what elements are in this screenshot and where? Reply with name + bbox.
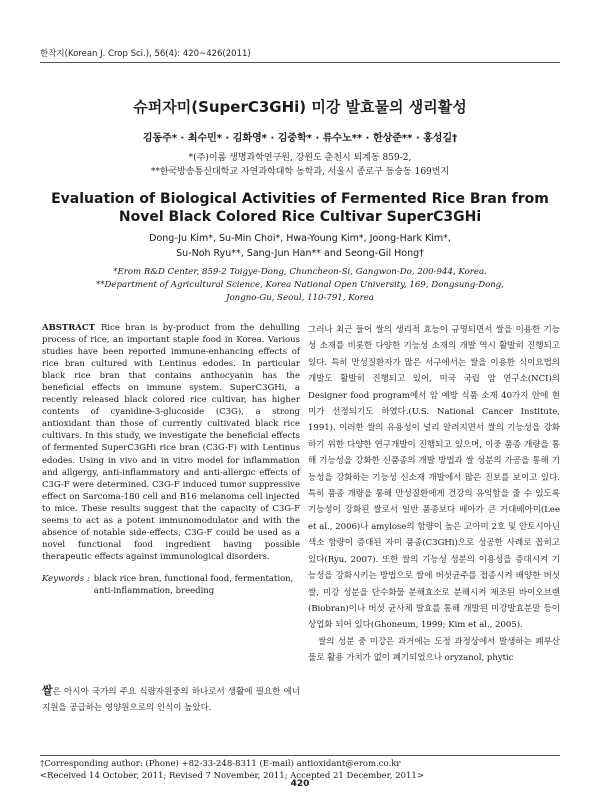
authors-korean: 김동주* · 최수민* · 김화영* · 김중학* · 류수노** · 한상준** · 홍성길† [142,133,458,144]
intro-paragraph-1: 그러나 최근 들어 쌀의 생리적 효능이 규명되면서 쌀을 이용한 기능성 소재를 비롯한 다양한 기능성 소재의 개발 역시 활발히 진행되고 있다. 특히 만성질환자가 많은 서구에서는 쌀을 이용한 식이요법의 개발도 활발히 진행되고 있어, 미국 국립 암 연구소(NCI)의 Designer food program에서 암 예방 식품 소재 40가지 안에 현미가 선정되기도 하였다.(U.S. National Cancer Institute, 1991). 이러한 쌀의 유용성이 널리 알려지면서 쌀의 기능성을 강화하기 위한 다양한 연구개발이 진행되고 있으며, 이중 품종 개량을 통해 기능성을 강화한 신품종의 개발 방법과 쌀 성분의 가공을 통해 기능성을 강화하는 기능성 신소재 개발에서 많은 진보를 보이고 있다. 특히 품종 개량을 통해 만성질환에게 건강의 유익함을 줄 수 있도록 기능성이 강화된 쌀로서 일반 품종보다 배아가 큰 거대배아미(Lee et al., 2006)나 amylose의 함량이 높은 고아미 2호 및 안토시아닌 색소 함량이 증대된 자미 품종(C3GHi)으로 성공한 사례로 꼽히고 있다(Ryu, 2007). 또한 쌀의 기능성 성분의 이용성을 증대시켜 기능성을 강화시키는 방법으로 쌀에 버섯균주를 접종시켜 배양한 버섯쌀, 미강 성분을 단수화물 분해효소로 분해시켜 제조된 바이오브랜(Biobran)이나 버섯 균사체 발효를 통해 개발된 미강발효분말 등이 상업화 되어 있다(Ghoneum, 1999; Kim et al., 2005). [308,325,560,631]
keywords-label: Keywords : [42,573,90,584]
authors-english-line-1: Dong-Ju Kim*, Su-Min Choi*, Hwa-Young Kim*, Joong-Hark Kim*, [149,233,451,244]
abstract-paragraph [42,322,300,563]
received-dates: <Received 14 October, 2011; Revised 7 November, 2011; Accepted 21 December, 2011> [40,771,424,781]
authors-english [40,231,560,261]
corresponding-author: †Corresponding author: (Phone) +82-33-248-8311 (E-mail) antioxidant@erom.co.kr [40,759,401,769]
affiliation-korean-2: **한국방송통신대학교 자연과학대학 농학과, 서울시 종로구 동숭동 169번지 [150,167,450,177]
title-english-line-2: Novel Black Colored Rice Cultivar SuperC3GHi [118,209,482,225]
authors-english-line-2: Su-Noh Ryu**, Sang-Jun Han** and Seong-Gil Hong† [176,248,424,259]
intro-left-text: 은 아시아 국가의 주요 식량자원중의 하나로서 생활에 필요한 에너지원을 공급하는 영양원으로의 인식이 높았다. [42,687,300,713]
journal-reference: 한작지(Korean J. Crop Sci.), 56(4): 420~426(2011) [40,47,560,63]
abstract-label: ABSTRACT [42,323,95,333]
affiliation-english-2: **Department of Agricultural Science, Korea National Open University, 169, Dongsung-Dong, [95,280,505,290]
page-number: 420 [290,779,310,789]
keywords-row [42,573,300,597]
keywords-text: black rice bran, functional food, fermentation, anti-inflammation, breeding [93,573,294,596]
footnote [40,755,560,782]
affiliation-english-3: Jongno-Gu, Seoul, 110-791, Korea [226,293,374,303]
title-korean: 슈퍼자미(SuperC3GHi) 미강 발효물의 생리활성 [133,98,467,116]
abstract-section [42,322,300,597]
introduction-column [308,322,560,667]
intro-drop-word: 쌀 [42,684,53,697]
intro-paragraph-2: 쌀의 성분 중 미강은 과거에는 도정 과정상에서 발생하는 폐부산물로 활용 가치가 없이 폐기되었으나 oryzanol, phytic [308,636,560,664]
title-english [40,190,560,226]
affiliations-english [40,266,560,305]
affiliation-english-1: *Erom R&D Center, 859-2 Toigye-Dong, Chuncheon-Si, Gangwon-Do, 200-944, Korea. [113,267,487,277]
introduction-start [42,683,300,716]
title-english-line-1: Evaluation of Biological Activities of Fermented Rice Bran from [51,191,549,207]
affiliation-korean-1: *(주)이롬 생명과학연구원, 강원도 춘천시 퇴계동 859-2, [188,153,412,163]
abstract-text: Rice bran is by-product from the dehulling process of rice, an important staple food in Korea. Various studies have been reported immune-enhancing effects of rice bran cultured with Lentinus edodes. In particular black rice bran that contains anthocyanin has the beneficial effects on immune system. SuperC3GHi, a recently released black colored rice cultivar, has higher contents of cyanidine-3-glucoside (C3G), a strong antioxidant than those of currently cultivated black rice cultivars. In this study, we investigate the beneficial effects of fermented SuperC3GHi rice bran (C3G-F) with Lentinus edodes. Using in vivo and in vitro model for inflammation and allgergy, anti-inflammatory and anti-allergic effects of C3G-F were determined. C3G-F induced tumor suppressive effect on Sarcoma-180 cell and B16 melanoma cell injected to mice. These results suggest that the capacity of C3G-F seems to act as a potent immunomodulator and with the absence of notable side-effects, C3G-F could be used as a novel functional food ingredient having possible therapeutic effects against immunological disorders. [42,323,300,562]
